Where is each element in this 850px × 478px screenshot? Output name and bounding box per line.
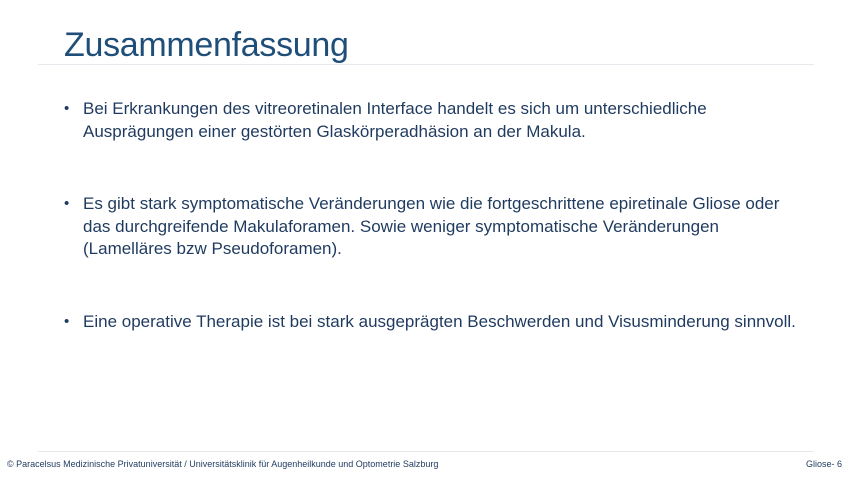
footer-copyright: © Paracelsus Medizinische Privatuniversität / Universitätsklinik für Augenheilkunde und Optometrie Salzburg: [7, 459, 439, 469]
bullet-text: Es gibt stark symptomatische Veränderungen wie die fortgeschrittene epiretinale Gliose oder das durchgreifende Makulaforamen. Sowie weniger symptomatische Veränderungen (Lamelläres bzw Pseudoforamen).: [83, 194, 780, 258]
bullet-dot-icon: •: [64, 312, 70, 330]
bullet-dot-icon: •: [64, 195, 70, 212]
footer-divider: [38, 451, 814, 452]
bullet-item: [64, 98, 804, 143]
bullet-dot-icon: •: [64, 100, 70, 117]
bullet-item: [64, 193, 804, 261]
bullet-text: Bei Erkrankungen des vitreoretinalen Interface handelt es sich um unterschiedliche Ausprägungen einer gestörten Glaskörperadhäsion an der Makula.: [83, 99, 707, 141]
title-divider: [38, 64, 814, 65]
slide-number: Gliose- 6: [805, 459, 842, 469]
bullet-list: [64, 98, 804, 333]
slide-title: Zusammenfassung: [64, 26, 349, 64]
bullet-item: [64, 311, 804, 334]
bullet-text: Eine operative Therapie ist bei stark ausgeprägten Beschwerden und Visusminderung sinnvoll.: [83, 311, 796, 331]
